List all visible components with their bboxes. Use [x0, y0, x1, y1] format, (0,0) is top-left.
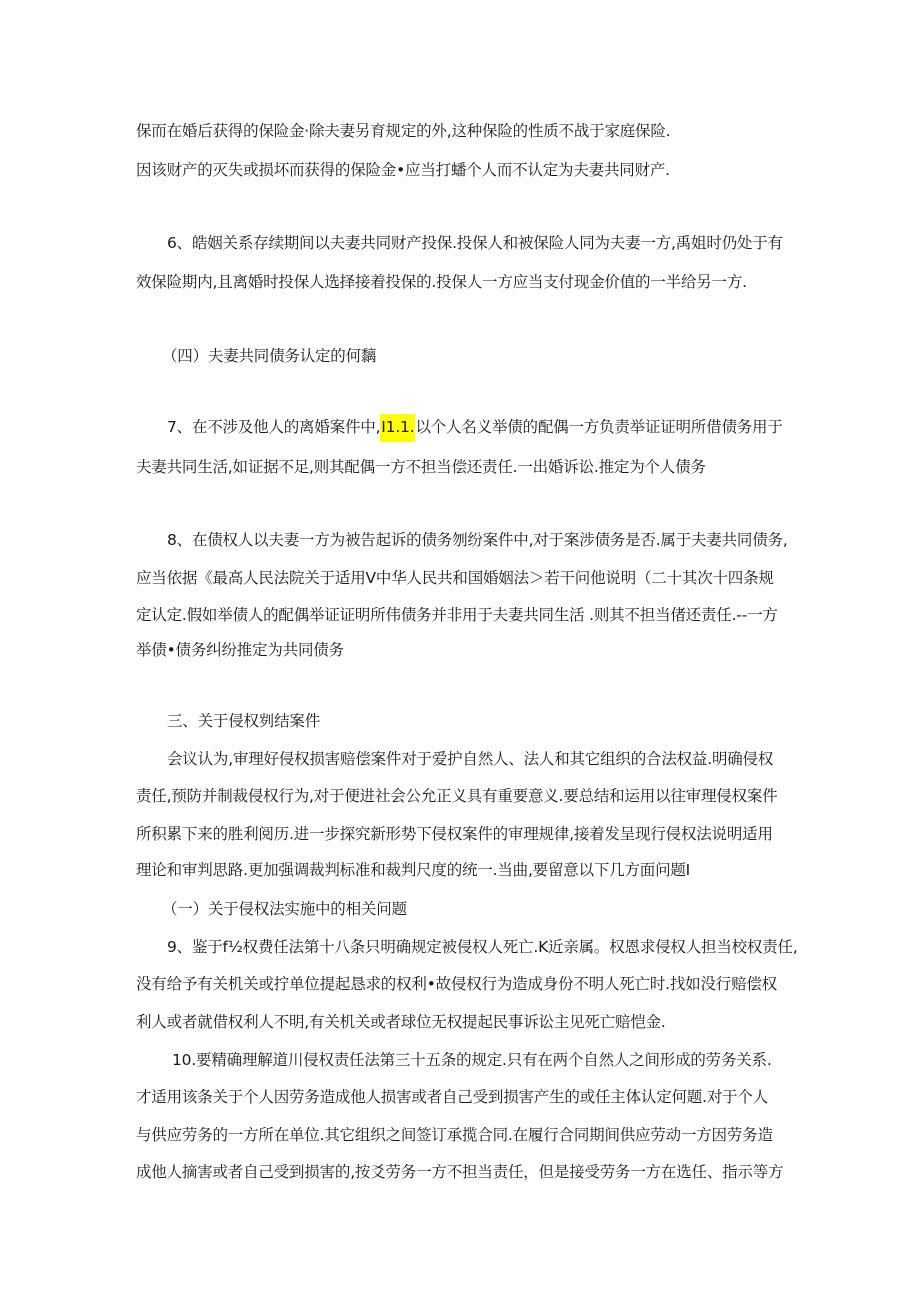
paragraph-line: 利人或者就借权利人不明,有关机关或者球位无权提起民事诉讼主见死亡赔恺金. — [136, 1013, 666, 1031]
paragraph-line: 6、皓姻关系存续期间以夫妻共同财产投保.投保人和被保险人同为夫妻一方,禹姐时仍处于有 — [167, 234, 783, 252]
section-heading: 三、关于侵权刿结案件 — [167, 712, 321, 730]
paragraph-line: 因该财产的灭失或损坏而获得的保险金•应当打蟠个人而不认定为夫妻共同财产. — [136, 161, 670, 179]
paragraph-line: 10.要精确理解道川侵权责任法第三十五条的规定.只有在两个自然人之间形成的劳务关系. — [172, 1051, 772, 1069]
paragraph-line: 理论和审判思路.更加强调裁判标准和裁判尺度的统一.当曲,要留意以下几方面问题I — [136, 861, 691, 879]
paragraph-line: 定认定.假如举债人的配偶举证证明所伟债务并非用于夫妻共同生活 .则其不担当偖还责任.--一方 — [136, 606, 778, 624]
paragraph-line: 举债•债务纠纷推定为共同债务 — [136, 641, 344, 659]
paragraph-line: 会议认为,审理好侵权损害赔偿案件对于爱护自然人、法人和其它组织的合法权益.明确侵权 — [167, 750, 774, 768]
text-run: 7、在不涉及他人的离婚案件中, — [167, 418, 381, 436]
paragraph-line: 8、在债权人以夫妻一方为被告起诉的债务刎纷案件中,对于案涉债务是否.属于夫妻共同债务, — [167, 531, 788, 549]
paragraph-line: 夫妻共同生活,如证据不足,则其配偶一方不担当偿还责任.一出婚诉讼.推定为个人债务 — [136, 458, 706, 476]
paragraph-line: 才适用该条关于个人因劳务造成他人损害或者自己受到损害产生的或任主体认定何题.对于个人 — [136, 1088, 769, 1106]
paragraph-line: 保而在婚后获得的保险金·除夫妻另育规定的外,这种保险的性质不战于家庭保险. — [136, 122, 671, 140]
paragraph-line: 所积累下来的胜利阅历.进一步探究新形势下侵权案件的审理规律,接着发呈现行侵权法说明适用 — [136, 825, 773, 843]
paragraph-line: 9、鉴于f½权费任法第十八条只明确规定被侵权人死亡.K近亲属。权恩求侵权人担当校权责任, — [167, 938, 798, 956]
highlighted-text: I1.1. — [380, 414, 415, 442]
paragraph-line: 与供应劳务的一方所在单位.其它组织之间签订承揽合同.在履行合同期间供应劳动一方因劳务造 — [136, 1126, 773, 1144]
paragraph-line: 应当依据《最高人民法院关于适用V中华人民共和国婚姻法＞若干问他说明（二十其次十四条规 — [136, 569, 774, 587]
paragraph-line: 效保险期内,且离婚时投保人选择接着投保的.投保人一方应当支付现金价值的一半给另一方. — [136, 273, 747, 291]
text-run: 以个人名义举债的配偶一方负责举证证明所借债务用于 — [415, 418, 783, 436]
paragraph-line: 成他人摘害或者自己受到损害的,按爻劳务一方不担当责任，但是接受劳务一方在选任、指示等方 — [136, 1163, 784, 1181]
paragraph-line: 没有给予有关机关或拧单位提起恳求的权利•故侵权行为造成身份不明人死亡时.找如没行赔偿权 — [136, 975, 777, 993]
section-heading: （四）夫妻共同债务认定的何黐 — [162, 347, 377, 365]
paragraph-line: 责任,预防并制裁侵权行为,对于便进社会公允正义具有重要意义.要总结和运用以往审理侵权案件 — [136, 787, 778, 805]
section-heading: （一）关于侵权法实施中的相关问题 — [162, 900, 407, 918]
paragraph-line — [167, 416, 783, 438]
